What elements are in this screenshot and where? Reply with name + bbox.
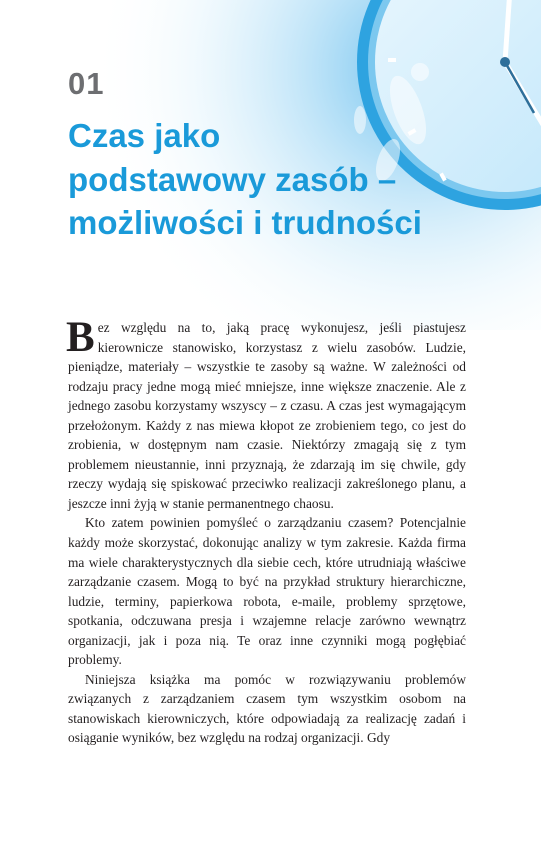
- chapter-body: [66, 314, 466, 748]
- chapter-title-line: możliwości i trudności: [68, 204, 422, 241]
- body-paragraph: [66, 314, 466, 513]
- drop-cap: B: [66, 314, 95, 361]
- chapter-title: [68, 114, 508, 245]
- body-paragraph: Niniejsza książka ma pomóc w rozwiązywaniu problemów związanych z zarządzaniem czasem tym wszystkim osobom na stanowiskach kierowniczych, które odpowiadają za realizację zadań i osiąganie wyników, bez względu na rodzaj organizacji. Gdy: [68, 671, 466, 746]
- chapter-number: 01: [68, 66, 105, 101]
- chapter-title-line: Czas jako: [68, 117, 221, 154]
- chapter-title-line: podstawowy zasób –: [68, 160, 397, 198]
- paragraph-text: ez względu na to, jaką pracę wykonujesz, jeśli piastujesz kierownicze stanowisko, korzystasz z wielu zasobów. Ludzie, pieniądze, materiały – wszystkie te zasoby są ważne. W zależności od rodzaju pracy jedne mogą mieć mniejsze, inne większe znaczenie. Ale z jednego zasobu korzystamy wszyscy – z czasu. A czas jest wymagającym przełożonym. Każdy z nas miewa kłopot ze zrobieniem tego, co jest do zrobienia, w dostępnym nam czasie. Niektórzy zmagają się z tym problemem nieustannie, inni przyznają, że zdarzają im się chwile, gdy rzeczy wydają się spiskować przeciwko realizacji zakreślonego planu, a jeszcze inni żyją w stanie permanentnego chaosu.: [68, 320, 466, 511]
- body-paragraph: Kto zatem powinien pomyśleć o zarządzaniu czasem? Potencjalnie każdy może skorzystać, dokonując analizy w tym zakresie. Każda firma ma wiele charakterystycznych dla siebie cech, które utrudniają właściwe zarządzanie czasem. Mogą to być na przykład struktury hierarchiczne, ludzie, terminy, papierkowa robota, e-maile, problemy sprzętowe, spotkania, odczuwana presja i wzajemne relacje zarówno wewnątrz organizacji, jak i poza nią. Te oraz inne czynniki mogą pogłębiać problemy.: [68, 515, 466, 668]
